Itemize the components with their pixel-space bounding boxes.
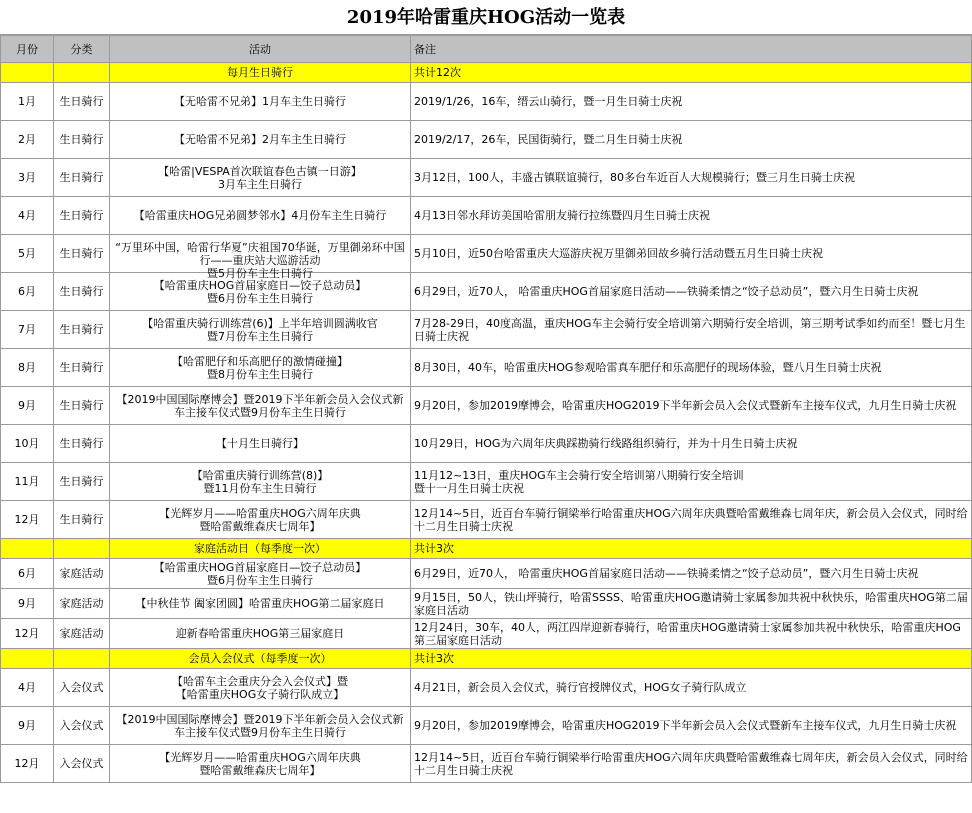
month-cell-text: 4月	[18, 681, 36, 694]
category-cell-text: 家庭活动	[59, 627, 104, 640]
month-cell-text: 6月	[18, 567, 36, 580]
section-empty-cell[interactable]	[54, 539, 110, 559]
table-row	[1, 669, 972, 707]
table-row	[1, 197, 972, 235]
activity-cell[interactable]	[110, 197, 411, 235]
month-cell[interactable]	[1, 463, 54, 501]
category-cell[interactable]	[54, 349, 110, 387]
activity-cell[interactable]	[110, 387, 411, 425]
activity-cell[interactable]	[110, 501, 411, 539]
month-cell[interactable]	[1, 707, 54, 745]
month-cell-text: 3月	[18, 171, 36, 184]
category-cell-text: 生日骑行	[59, 95, 104, 108]
note-cell-text: 3月12日，100人，丰盛古镇联谊骑行，80多台车近百人大规模骑行；暨三月生日骑士庆祝	[414, 171, 855, 184]
note-cell-text: 4月13日邻水拜访美国哈雷朋友骑行拉练暨四月生日骑士庆祝	[414, 209, 710, 222]
header-month[interactable]: 月份	[1, 36, 54, 63]
activity-cell[interactable]	[110, 559, 411, 589]
section-label[interactable]: 家庭活动日（每季度一次）	[110, 539, 411, 559]
month-cell[interactable]	[1, 197, 54, 235]
table-row	[1, 707, 972, 745]
month-cell[interactable]	[1, 121, 54, 159]
month-cell-text: 6月	[18, 285, 36, 298]
note-cell[interactable]	[411, 745, 972, 783]
month-cell-text: 11月	[14, 475, 40, 488]
note-cell[interactable]	[411, 197, 972, 235]
category-cell-text: 生日骑行	[59, 475, 104, 488]
section-empty-cell[interactable]	[1, 649, 54, 669]
section-total[interactable]: 共计12次	[411, 63, 972, 83]
month-cell[interactable]	[1, 387, 54, 425]
category-cell-text: 生日骑行	[59, 285, 104, 298]
table-row	[1, 311, 972, 349]
category-cell[interactable]	[54, 159, 110, 197]
category-cell-text: 入会仪式	[59, 681, 104, 694]
note-cell[interactable]	[411, 235, 972, 273]
table-row	[1, 619, 972, 649]
category-cell[interactable]	[54, 235, 110, 273]
section-row	[1, 649, 972, 669]
note-cell-text: 9月20日，参加2019摩博会，哈雷重庆HOG2019下半年新会员入会仪式暨新车主接车仪式，九月生日骑士庆祝	[414, 399, 957, 412]
month-cell[interactable]	[1, 745, 54, 783]
activity-cell[interactable]	[110, 235, 411, 280]
category-cell[interactable]	[54, 501, 110, 539]
table-row	[1, 559, 972, 589]
category-cell-text: 生日骑行	[59, 437, 104, 450]
category-cell[interactable]	[54, 273, 110, 311]
activity-cell-text: 【哈雷重庆骑行训练营(6)】上半年培训圆满收官 暨7月份车主生日骑行	[142, 316, 378, 343]
section-empty-cell[interactable]	[1, 539, 54, 559]
note-cell[interactable]	[411, 83, 972, 121]
month-cell[interactable]	[1, 83, 54, 121]
month-cell-text: 9月	[18, 597, 36, 610]
month-cell-text: 1月	[18, 95, 36, 108]
note-cell[interactable]	[411, 707, 972, 745]
header-note[interactable]: 备注	[411, 36, 972, 63]
activity-cell[interactable]	[110, 121, 411, 159]
note-cell-text: 2019/1/26，16车，缙云山骑行，暨一月生日骑士庆祝	[414, 95, 683, 108]
section-row	[1, 63, 972, 83]
month-cell[interactable]	[1, 501, 54, 539]
activity-cell-text: 【哈雷重庆HOG首届家庭日—饺子总动员】 暨6月份车主生日骑行	[153, 278, 367, 305]
month-cell-text: 4月	[18, 209, 36, 222]
month-cell-text: 2月	[18, 133, 36, 146]
month-cell[interactable]	[1, 619, 54, 649]
category-cell-text: 生日骑行	[59, 513, 104, 526]
note-cell-text: 12月14~5日，近百台车骑行铜梁举行哈雷重庆HOG六周年庆典暨哈雷戴维森七周年庆，新会员入会仪式，同时给十二月生日骑士庆祝	[414, 506, 968, 533]
activity-table	[0, 35, 972, 783]
category-cell[interactable]	[54, 83, 110, 121]
month-cell-text: 9月	[18, 719, 36, 732]
note-cell-text: 9月15日，50人，铁山坪骑行，哈雷SSSS、哈雷重庆HOG邀请骑士家属参加共祝中秋快乐，哈雷重庆HOG第二届家庭日活动	[414, 590, 968, 617]
category-cell-text: 生日骑行	[59, 247, 104, 260]
activity-cell-text: “万里环中国，哈雷行华夏”庆祖国70华诞，万里御弟环中国行——重庆站大巡游活动 暨5月份车主生日骑行	[115, 240, 405, 280]
activity-cell[interactable]	[110, 425, 411, 463]
month-cell[interactable]	[1, 559, 54, 589]
table-row	[1, 83, 972, 121]
category-cell[interactable]	[54, 669, 110, 707]
table-row	[1, 425, 972, 463]
category-cell-text: 入会仪式	[59, 757, 104, 770]
activity-cell-text: 【哈雷车主会重庆分会入会仪式】暨 【哈雷重庆HOG女子骑行队成立】	[172, 674, 348, 701]
month-cell-text: 7月	[18, 323, 36, 336]
note-cell-text: 11月12~13日，重庆HOG车主会骑行安全培训第八期骑行安全培训 暨十一月生日骑士庆祝	[414, 468, 744, 495]
table-row	[1, 273, 972, 311]
activity-cell[interactable]	[110, 159, 411, 197]
activity-cell[interactable]	[110, 349, 411, 387]
activity-cell-text: 【光辉岁月——哈雷重庆HOG六周年庆典 暨哈雷戴维森庆七周年】	[159, 750, 361, 777]
category-cell-text: 生日骑行	[59, 361, 104, 374]
activity-cell-text: 【光辉岁月——哈雷重庆HOG六周年庆典 暨哈雷戴维森庆七周年】	[159, 506, 361, 533]
section-empty-cell[interactable]	[1, 63, 54, 83]
category-cell[interactable]	[54, 619, 110, 649]
category-cell[interactable]	[54, 559, 110, 589]
note-cell[interactable]	[411, 159, 972, 197]
category-cell[interactable]	[54, 707, 110, 745]
month-cell[interactable]	[1, 273, 54, 311]
activity-cell-text: 【2019中国国际摩博会】暨2019下半年新会员入会仪式新车主接车仪式暨9月份车主生日骑行	[116, 392, 404, 419]
section-empty-cell[interactable]	[54, 649, 110, 669]
header-row	[1, 36, 972, 63]
month-cell[interactable]	[1, 311, 54, 349]
note-cell[interactable]	[411, 349, 972, 387]
table-row	[1, 121, 972, 159]
page-title: 2019年哈雷重庆HOG活动一览表	[0, 0, 972, 35]
note-cell-text: 2019/2/17，26车，民国街骑行，暨二月生日骑士庆祝	[414, 133, 683, 146]
activity-cell-text: 【2019中国国际摩博会】暨2019下半年新会员入会仪式新车主接车仪式暨9月份车主生日骑行	[116, 712, 404, 739]
activity-cell[interactable]	[110, 463, 411, 501]
category-cell-text: 生日骑行	[59, 399, 104, 412]
category-cell[interactable]	[54, 197, 110, 235]
category-cell[interactable]	[54, 589, 110, 619]
activity-cell-text: 迎新春哈雷重庆HOG第三届家庭日	[175, 627, 345, 640]
table-row	[1, 589, 972, 619]
header-category[interactable]: 分类	[54, 36, 110, 63]
month-cell-text: 8月	[18, 361, 36, 374]
category-cell[interactable]	[54, 425, 110, 463]
activity-cell[interactable]	[110, 273, 411, 311]
header-activity[interactable]: 活动	[110, 36, 411, 63]
note-cell[interactable]	[411, 387, 972, 425]
month-cell-text: 12月	[14, 627, 40, 640]
table-row	[1, 387, 972, 425]
table-row	[1, 235, 972, 273]
category-cell-text: 生日骑行	[59, 133, 104, 146]
activity-cell-text: 【哈雷重庆HOG兄弟圆梦邻水】4月份车主生日骑行	[133, 209, 387, 222]
category-cell[interactable]	[54, 745, 110, 783]
note-cell[interactable]	[411, 669, 972, 707]
month-cell-text: 12月	[14, 513, 40, 526]
activity-cell[interactable]	[110, 669, 411, 707]
category-cell-text: 家庭活动	[59, 567, 104, 580]
month-cell-text: 5月	[18, 247, 36, 260]
month-cell[interactable]	[1, 425, 54, 463]
month-cell[interactable]	[1, 669, 54, 707]
category-cell-text: 生日骑行	[59, 171, 104, 184]
activity-cell[interactable]	[110, 745, 411, 783]
note-cell[interactable]	[411, 501, 972, 539]
activity-cell-text: 【无哈雷不兄弟】2月车主生日骑行	[174, 133, 346, 146]
month-cell[interactable]	[1, 349, 54, 387]
section-total[interactable]: 共计3次	[411, 539, 972, 559]
note-cell-text: 8月30日，40车，哈雷重庆HOG参观哈雷真车肥仔和乐高肥仔的现场体验，暨八月生日骑士庆祝	[414, 361, 882, 374]
note-cell-text: 9月20日，参加2019摩博会，哈雷重庆HOG2019下半年新会员入会仪式暨新车主接车仪式，九月生日骑士庆祝	[414, 719, 957, 732]
section-empty-cell[interactable]	[54, 63, 110, 83]
month-cell[interactable]	[1, 589, 54, 619]
note-cell[interactable]	[411, 463, 972, 501]
category-cell[interactable]	[54, 121, 110, 159]
activity-cell-text: 【哈雷|VESPA首次联谊春色古镇一日游】 3月车主生日骑行	[158, 164, 362, 191]
activity-cell[interactable]	[110, 707, 411, 745]
table-row	[1, 501, 972, 539]
note-cell[interactable]	[411, 559, 972, 589]
table-row	[1, 349, 972, 387]
activity-cell-text: 【哈雷重庆HOG首届家庭日—饺子总动员】 暨6月份车主生日骑行	[153, 560, 367, 587]
note-cell-text: 7月28-29日，40度高温，重庆HOG车主会骑行安全培训第六期骑行安全培训，第三期考试季如约而至！暨七月生日骑士庆祝	[414, 316, 966, 343]
table-row	[1, 463, 972, 501]
category-cell-text: 入会仪式	[59, 719, 104, 732]
category-cell-text: 生日骑行	[59, 209, 104, 222]
activity-cell[interactable]	[110, 83, 411, 121]
section-total[interactable]: 共计3次	[411, 649, 972, 669]
month-cell-text: 12月	[14, 757, 40, 770]
note-cell[interactable]	[411, 425, 972, 463]
note-cell-text: 12月24日，30车，40人，两江四岸迎新春骑行，哈雷重庆HOG邀请骑士家属参加共祝中秋快乐，哈雷重庆HOG第三届家庭日活动	[414, 620, 961, 647]
activity-cell-text: 【哈雷重庆骑行训练营(8)】 暨11月份车主生日骑行	[191, 468, 329, 495]
section-row	[1, 539, 972, 559]
note-cell[interactable]	[411, 589, 972, 619]
category-cell[interactable]	[54, 463, 110, 501]
activity-cell-text: 【中秋佳节 阖家团圆】哈雷重庆HOG第二届家庭日	[135, 597, 385, 610]
activity-cell-text: 【无哈雷不兄弟】1月车主生日骑行	[174, 95, 346, 108]
month-cell[interactable]	[1, 159, 54, 197]
category-cell-text: 家庭活动	[59, 597, 104, 610]
table-body	[1, 36, 972, 783]
note-cell[interactable]	[411, 121, 972, 159]
activity-cell[interactable]	[110, 619, 411, 649]
category-cell[interactable]	[54, 387, 110, 425]
note-cell-text: 4月21日，新会员入会仪式，骑行官授牌仪式，HOG女子骑行队成立	[414, 681, 747, 694]
activity-cell[interactable]	[110, 589, 411, 619]
month-cell[interactable]	[1, 235, 54, 273]
note-cell-text: 10月29日，HOG为六周年庆典踩勘骑行线路组织骑行，并为十月生日骑士庆祝	[414, 437, 798, 450]
note-cell-text: 5月10日，近50台哈雷重庆大巡游庆祝万里御弟回故乡骑行活动暨五月生日骑士庆祝	[414, 247, 823, 260]
month-cell-text: 10月	[14, 437, 40, 450]
note-cell-text: 12月14~5日，近百台车骑行铜梁举行哈雷重庆HOG六周年庆典暨哈雷戴维森七周年庆，新会员入会仪式，同时给十二月生日骑士庆祝	[414, 750, 968, 777]
activity-cell[interactable]	[110, 311, 411, 349]
note-cell[interactable]	[411, 273, 972, 311]
note-cell[interactable]	[411, 311, 972, 349]
category-cell[interactable]	[54, 311, 110, 349]
table-row	[1, 745, 972, 783]
section-label[interactable]: 会员入会仪式（每季度一次）	[110, 649, 411, 669]
table-row	[1, 159, 972, 197]
section-label[interactable]: 每月生日骑行	[110, 63, 411, 83]
activity-cell-text: 【十月生日骑行】	[216, 437, 304, 450]
activity-cell-text: 【哈雷肥仔和乐高肥仔的激情碰撞】 暨8月份车主生日骑行	[172, 354, 348, 381]
category-cell-text: 生日骑行	[59, 323, 104, 336]
note-cell-text: 6月29日，近70人， 哈雷重庆HOG首届家庭日活动——铁骑柔情之“饺子总动员”，暨六月生日骑士庆祝	[414, 285, 919, 298]
month-cell-text: 9月	[18, 399, 36, 412]
note-cell[interactable]	[411, 619, 972, 649]
note-cell-text: 6月29日，近70人， 哈雷重庆HOG首届家庭日活动——铁骑柔情之“饺子总动员”，暨六月生日骑士庆祝	[414, 567, 919, 580]
